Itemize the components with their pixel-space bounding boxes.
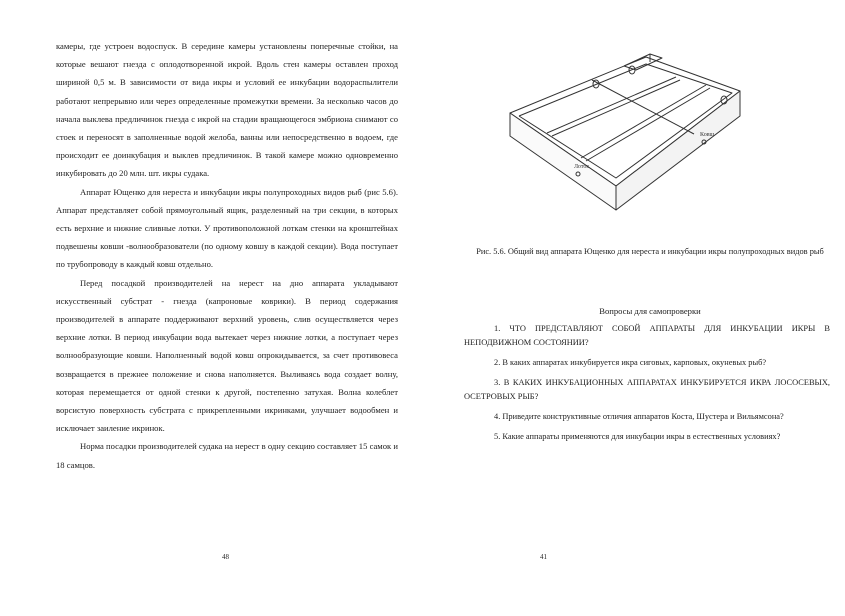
section-divider [547, 77, 676, 133]
figure-label: Ковш [700, 132, 715, 138]
question-item: 1. ЧТО ПРЕДСТАВЛЯЮТ СОБОЙ АППАРАТЫ ДЛЯ ИНКУБАЦИИ ИКРЫ В НЕПОДВИЖНОМ СОСТОЯНИИ? [464, 324, 830, 347]
left-text-block [56, 37, 398, 474]
figure-caption: Рис. 5.6. Общий вид аппарата Ющенко для нереста и инкубации икры полупроходных видов рыб [476, 247, 824, 256]
box-front-wall [510, 113, 616, 210]
box-right-wall [616, 91, 740, 210]
right-page [422, 0, 845, 616]
paragraph: Перед посадкой производителей на нерест на дно аппарата укладывают искусственный субстрат - гнезда (капроновые коврики). В период содержания производителей в аппарате поддерживают верхний уровень, слив осуществляется через верхние лотки. В период инкубации вода вытекает через нижние лотки, а поступает через волнообразующие ковши. Наполненный водой ковш опрокидывается, за счет противовеса возвращается в прежнее положение и снова наполняется. Выливаясь вода создает волну, которая перемещается от одной стенки к другой, постепенно затухая. Волна колеблет ворсистую поверхность субстрата с прикрепленными икринками, улучшает водообмен и исключает заиление икринок. [56, 277, 398, 434]
questions-title: Вопросы для самопроверки [599, 306, 701, 316]
question-item: 4. Приведите конструктивные отличия аппаратов Коста, Шустера и Вильямсона? [494, 412, 784, 421]
apparatus-figure [504, 36, 774, 221]
figure-label: Лоток [574, 164, 590, 170]
paragraph: Аппарат Ющенко для нереста и инкубации икры полупроходных видов рыб (рис 5.6). Аппарат представляет собой прямоугольный ящик, разделенный на три секции, в которых есть верхние и нижние сливные лотки. У противоположной лоткам стенки на кронштейнах подвешены ковши -волнообразователи (по одному ковшу в каждой секции). Вода поступает по трубопроводу в каждый ковш отдельно. [56, 186, 398, 270]
questions-list [464, 322, 830, 450]
question-item: 5. Какие аппараты применяются для инкубации икры в естественных условиях? [494, 432, 781, 441]
page-number: 48 [222, 553, 229, 561]
left-page [0, 0, 422, 616]
question-item: 3. В КАКИХ ИНКУБАЦИОННЫХ АППАРАТАХ ИНКУБИРУЕТСЯ ИКРА ЛОСОСЕВЫХ, ОСЕТРОВЫХ РЫБ? [464, 378, 830, 401]
page-number: 41 [540, 553, 547, 561]
question-item: 2. В каких аппаратах инкубируется икра сиговых, карповых, окуневых рыб? [494, 358, 767, 367]
paragraph: Норма посадки производителей судака на нерест в одну секцию составляет 15 самок и 18 самцов. [56, 441, 398, 470]
paragraph: камеры, где устроен водоспуск. В середине камеры установлены поперечные стойки, на которые вешают гнезда с оплодотворенной икрой. Вдоль стен камеры оставлен проход шириной 0,5 м. В зависимости от вида икры и условий ее инкубации водораспылители работают непрерывно или через определенные промежутки времени. За несколько часов до начала выклева предличинок гнезда с икрой на стадии вращающегося эмбриона снимают со стоек и переносят в заполненные водой желоба, ванны или непосредственно в водоем, где происходит ее доинкубация и выклев предличинок. В такой камере можно одновременно инкубировать до 20 млн. шт. икры судака. [56, 41, 398, 179]
section-divider [552, 80, 680, 136]
